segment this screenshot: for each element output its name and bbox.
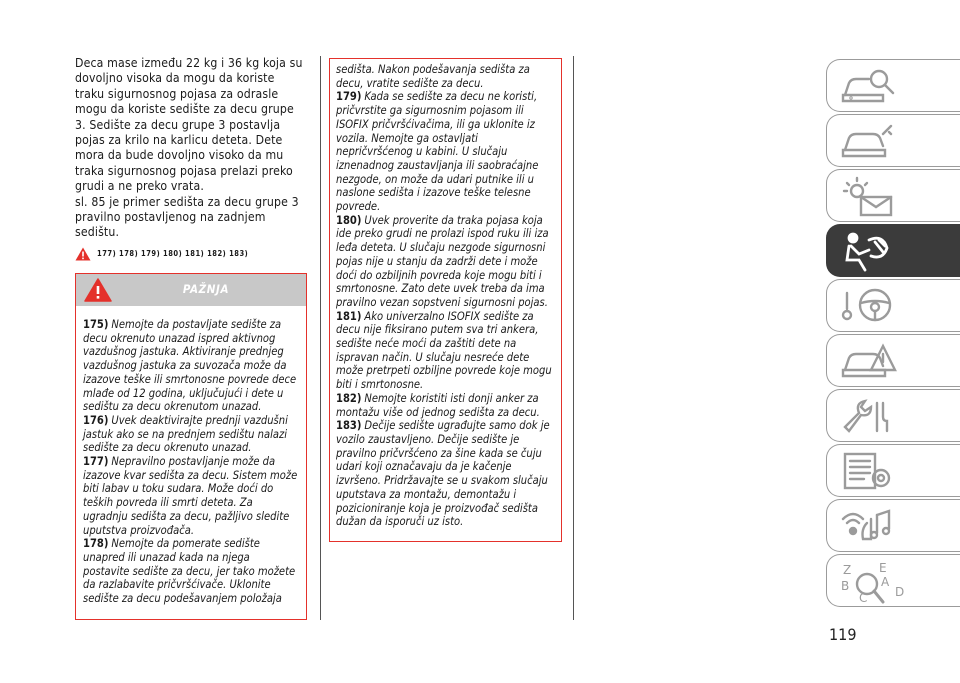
warning-note <box>83 455 298 537</box>
note-text: Uvek deaktivirajte prednji vazdušni jastuk ako se na prednjem sedištu nalazi sedište za decu okrenuto unazad. <box>83 413 288 455</box>
multimedia-icon <box>839 505 899 547</box>
warning-note <box>336 392 554 419</box>
tab-dashboard[interactable] <box>826 59 960 112</box>
warning-notes <box>76 306 306 606</box>
body-paragraph-figure-ref: sl. 85 je primer sedišta za decu grupe 3 pravilno postavljenog na zadnjem sedištu. <box>75 194 299 240</box>
tab-getting-to-know[interactable] <box>826 114 960 167</box>
index-letter: B <box>841 579 850 593</box>
note-text: Uvek proverite da traka pojasa koja ide preko grudi ne prolazi ispod ruku ili iza leđa deteta. U slučaju nezgode sigurnosni pojas nije u stanju da zadrži dete i može doći do ozbiljnih povreda koje mogu biti i smrtonosne. Zato dete uvek treba da ima pravilno vezan sopstveni sigurnosni pojas. <box>336 213 549 309</box>
note-number: 182) <box>336 391 362 405</box>
warning-note <box>83 414 298 455</box>
column-divider <box>320 56 321 620</box>
warning-header <box>76 274 306 306</box>
car-dashboard-icon <box>839 65 899 107</box>
tab-index[interactable] <box>826 554 960 607</box>
tab-maintenance[interactable] <box>826 389 960 442</box>
warning-title: PAŽNJA <box>182 282 230 296</box>
tab-safety[interactable] <box>826 224 960 277</box>
note-text: Nemojte da pomerate sedište unapred ili unazad kada na njega postavite sedište za decu, jer tako možete da razlabavite pričvršćivače. Uklonite sedište za decu podešavanjem položaja <box>83 537 296 606</box>
body-paragraph: Deca mase između 22 kg i 36 kg koja su dovoljno visoka da mogu da koriste traku sigurnosnog pojasa za odrasle mogu da koriste sedište za decu grupe 3. Sedište za decu grupe 3 postavlja pojas za krilo na karlicu deteta. Dete mora da bude dovoljno visoko da mu traka sigurnosnog pojasa prelazi preko grudi a ne preko vrata. <box>75 56 303 194</box>
index-letter: E <box>879 561 887 575</box>
note-number: 176) <box>83 413 109 427</box>
warning-lights-icon <box>839 175 899 217</box>
note-number: 180) <box>336 213 362 227</box>
note-number: 181) <box>336 309 362 323</box>
note-text: Kada se sedište za decu ne koristi, pričvrstite ga sigurnosnim pojasom ili ISOFIX pričvršćivačima, ili ga uklonite iz vozila. Nemojte ga ostavljati nepričvršćenog u kabini. U slučaju iznenadnog zaustavljanja ili saobraćajne nezgode, on može da udari putnike ili u naslone sedišta i izazove teške telesne povrede. <box>336 90 539 214</box>
column-divider <box>573 56 574 620</box>
note-continuation: sedišta. Nakon podešavanja sedišta za decu, vratite sedište za decu. <box>336 63 530 90</box>
note-text: Nepravilno postavljanje može da izazove kvar sedišta za decu. Sistem može biti labav u toku sudara. Može doći do teških povreda ili smrti deteta. Za ugradnju sedišta za decu, pažljivo sledite uputstva proizvođača. <box>83 455 298 537</box>
seat-airbag-icon <box>839 230 899 272</box>
tab-starting-driving[interactable] <box>826 279 960 332</box>
tab-emergency[interactable] <box>826 334 960 387</box>
index-letter: A <box>881 575 890 589</box>
warning-references <box>75 247 307 261</box>
left-column <box>75 56 307 261</box>
note-number: 177) <box>83 455 109 469</box>
tab-multimedia[interactable] <box>826 499 960 552</box>
warning-note <box>336 310 554 392</box>
note-number: 179) <box>336 90 362 104</box>
index-letter: Z <box>843 563 852 577</box>
note-text: Ako univerzalno ISOFIX sedište za decu nije fiksirano putem sva tri ankera, sedište neće moći da zaštiti dete na ispravan način. U slučaju nesreće dete može pretrpeti ozbiljne povrede koje mogu biti i smrtonosne. <box>336 309 552 392</box>
index-letter: C <box>859 591 868 605</box>
warning-note <box>336 214 554 310</box>
tab-technical-data[interactable] <box>826 444 960 497</box>
warning-box <box>75 273 307 620</box>
reference-numbers: 177) 178) 179) 180) 181) 182) 183) <box>97 249 249 259</box>
warning-note <box>83 318 298 414</box>
warning-note <box>336 90 554 213</box>
note-text: Dečije sedište ugrađujte samo dok je vozilo zaustavljeno. Dečije sedište je pravilno pričvršćeno za šine kada se čuju udari koji označavaju da je kačenje izvršeno. Pridržavajte se u svakom slučaju uputstava za montažu, demontažu i pozicioniranje koja je proizvođač sedišta dužan da isporuči uz isto. <box>336 419 550 529</box>
note-text: Nemojte koristiti isti donji anker za montažu više od jednog sedišta za decu. <box>336 391 540 419</box>
note-number: 175) <box>83 318 109 331</box>
note-number: 178) <box>83 537 109 551</box>
warning-note <box>336 419 554 529</box>
alphabetical-index-icon <box>839 560 919 608</box>
warning-note <box>83 537 298 606</box>
note-number: 183) <box>336 419 362 433</box>
technical-data-icon <box>839 450 899 492</box>
note-text: Nemojte da postavljate sedište za decu okrenuto unazad ispred aktivnog vazdušnog jastuka. Aktiviranje prednjeg vazdušnog jastuka za suvozača može da izazove teške ili smrtonosne povrede dece mlađe od 12 godina, uključujući i dete u sedištu za decu okrenutom unazad. <box>83 318 297 414</box>
warning-box-continued <box>329 58 562 542</box>
page-number: 119 <box>829 625 857 644</box>
index-letter: D <box>895 585 905 599</box>
warning-triangle-icon <box>75 247 91 261</box>
car-emergency-icon <box>839 340 899 382</box>
car-keys-icon <box>839 120 899 162</box>
steering-wheel-icon <box>839 285 899 327</box>
maintenance-tools-icon <box>839 395 899 437</box>
tab-warning-lights[interactable] <box>826 169 960 222</box>
